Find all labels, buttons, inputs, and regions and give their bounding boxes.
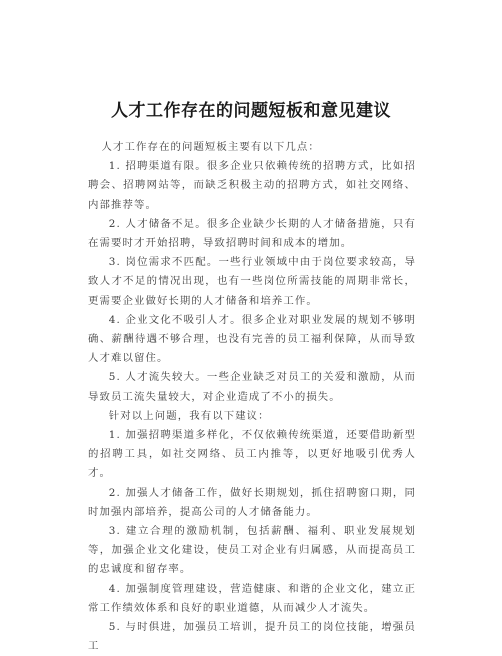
problem-4-paragraph: 4. 企业文化不吸引人才。很多企业对职业发展的规划不够明确、薪酬待遇不够合理，也没有完善的员工福利保障，从而导致人才难以留住。 [88, 313, 416, 365]
suggestion-intro-paragraph: 针对以上问题，我有以下建议： [108, 409, 270, 422]
suggestion-1-paragraph: 1. 加强招聘渠道多样化，不仅依赖传统渠道，还要借助新型的招聘工具，如社交网络、员工内推等，以更好地吸引优秀人才。 [88, 429, 416, 480]
document-title: 人才工作存在的问题短板和意见建议 [111, 101, 391, 121]
suggestion-5-paragraph: 5. 与时俱进，加强员工培训，提升员工的岗位技能，增强员工 [88, 621, 416, 653]
problem-3-paragraph: 3. 岗位需求不匹配。一些行业领域中由于岗位要求较高，导致人才不足的情况出现，也有一些岗位所需技能的周期非常长，更需要企业做好长期的人才储备和培养工作。 [88, 256, 416, 307]
problem-5-paragraph: 5. 人才流失较大。一些企业缺乏对员工的关爱和激励，从而导致员工流失量较大，对企业造成了不小的损失。 [88, 371, 416, 403]
suggestion-4-paragraph: 4. 加强制度管理建设，营造健康、和谐的企业文化，建立正常工作绩效体系和良好的职业道德，从而减少人才流失。 [88, 582, 416, 614]
problem-2-paragraph: 2. 人才储备不足。很多企业缺少长期的人才储备措施，只有在需要时才开始招聘，导致招聘时间和成本的增加。 [88, 217, 416, 250]
problem-1-paragraph: 1. 招聘渠道有限。很多企业只依赖传统的招聘方式，比如招聘会、招聘网站等，而缺乏积极主动的招聘方式，如社交网络、内部推荐等。 [88, 160, 416, 211]
suggestion-3-paragraph: 3. 建立合理的激励机制，包括薪酬、福利、职业发展规划等，加强企业文化建设，使员工对企业有归属感，从而提高员工的忠诚度和留存率。 [88, 525, 416, 576]
document-body [88, 138, 416, 656]
suggestion-2-paragraph: 2. 加强人才储备工作，做好长期规划，抓住招聘窗口期，同时加强内部培养，提高公司的人才储备能力。 [88, 486, 416, 518]
intro-paragraph: 人才工作存在的问题短板主要有以下几点： [101, 141, 320, 153]
